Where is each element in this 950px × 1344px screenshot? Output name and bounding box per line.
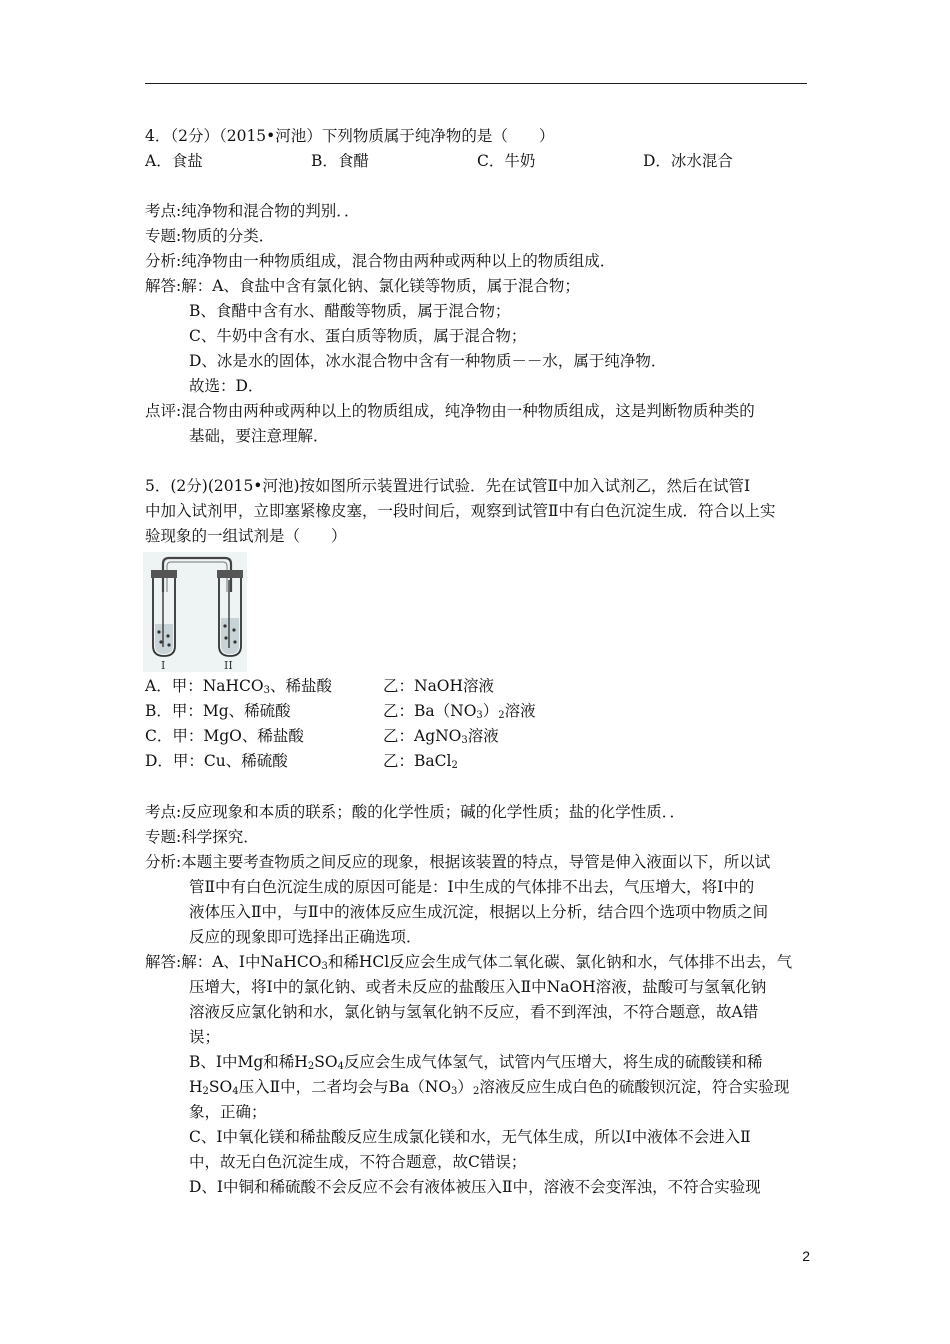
question-5-options (145, 674, 815, 774)
fenxi-label: 分析: (145, 853, 182, 871)
subscript: 4 (232, 1086, 239, 1097)
subscript: 4 (337, 1061, 344, 1072)
option-a-yi: 乙：NaOH溶液 (383, 677, 495, 695)
question-5-stem-line: 验现象的一组试剂是（ ） (145, 527, 347, 545)
option-b-yi-end: 溶液 (504, 702, 536, 720)
subscript: 3 (451, 1086, 458, 1097)
zhuanti-label: 专题: (145, 828, 182, 846)
jieda-text: 溶液反应生成白色的硫酸钡沉淀，符合实验现 (479, 1078, 790, 1096)
answer-4 (145, 199, 815, 449)
option-b (145, 699, 815, 724)
option-d: D．冰水混合 (643, 152, 733, 170)
question-5 (145, 474, 815, 549)
jieda-line (145, 1050, 815, 1075)
zhuanti-row (145, 224, 815, 249)
zhuanti-label: 专题: (145, 227, 182, 245)
subscript: 2 (202, 1086, 209, 1097)
fenxi-row (145, 850, 815, 875)
jieda-line: 故选：D． (189, 377, 264, 395)
kaodian-label: 考点: (145, 202, 182, 220)
jieda-line: C、牛奶中含有水、蛋白质等物质，属于混合物； (189, 327, 527, 345)
jieda-line: 误； (189, 1028, 221, 1046)
jieda-row (145, 274, 815, 299)
kaodian-label: 考点: (145, 803, 182, 821)
kaodian-text: 反应现象和本质的联系；酸的化学性质；碱的化学性质；盐的化学性质．． (181, 803, 685, 821)
subscript: 2 (498, 710, 505, 721)
subscript: 2 (307, 1061, 315, 1072)
option-b-jia: B．甲：Mg、稀硫酸 (145, 702, 291, 720)
jieda-line: 象，正确； (189, 1103, 267, 1121)
jieda-line: C、Ⅰ中氧化镁和稀盐酸反应生成氯化镁和水，无气体生成，所以Ⅰ中液体不会进入Ⅱ (189, 1128, 751, 1146)
jieda-line: 压增大，将Ⅰ中的氯化钠、或者未反应的盐酸压入Ⅱ中NaOH溶液，盐酸可与氢氧化钠 (189, 978, 767, 996)
jieda-text: H (189, 1078, 203, 1096)
option-c-jia: C．甲：MgO、稀盐酸 (145, 727, 304, 745)
jieda-line (145, 1075, 815, 1100)
option-b-yi-tail: ） (482, 702, 499, 720)
option-b: B．食醋 (311, 152, 369, 170)
fenxi-line: 管Ⅱ中有白色沉淀生成的原因可能是：Ⅰ中生成的气体排不出去，气压增大，将Ⅰ中的 (189, 878, 755, 896)
option-a-jia: A．甲：NaHCO (145, 677, 264, 695)
dianping-row (145, 399, 815, 424)
jieda-row (145, 950, 815, 975)
dianping-label: 点评: (145, 402, 182, 420)
page-number: 2 (802, 1248, 810, 1264)
jieda-line: 中，故无白色沉淀生成，不符合题意，故C错误； (189, 1153, 527, 1171)
jieda-label: 解答: (145, 953, 182, 971)
question-5-stem-line: 中加入试剂甲，立即塞紧橡皮塞，一段时间后，观察到试管Ⅱ中有白色沉淀生成．符合以上实 (145, 502, 776, 520)
jieda-line: D、Ⅰ中铜和稀硫酸不会反应不会有液体被压入Ⅱ中，溶液不会变浑浊，不符合实验现 (189, 1178, 761, 1196)
kaodian-row (145, 199, 815, 224)
header-rule (145, 83, 807, 84)
fenxi-row (145, 249, 815, 274)
dianping-line: 基础，要注意理解． (189, 427, 329, 445)
subscript: 3 (321, 961, 328, 972)
jieda-text: 反应会生成气体氢气，试管内气压增大，将生成的硫酸镁和稀 (343, 1053, 763, 1071)
option-c: C．牛奶 (477, 152, 536, 170)
option-d-jia: D．甲：Cu、稀硫酸 (145, 752, 288, 770)
subscript: 3 (461, 735, 468, 746)
jieda-line: 解：A、食盐中含有氯化钠、氯化镁等物质，属于混合物； (181, 277, 580, 295)
tube-label-1: I (161, 659, 166, 672)
option-c-yi: 乙：AgNO (383, 727, 462, 745)
jieda-line: D、冰是水的固体，冰水混合物中含有一种物质－－水，属于纯净物． (189, 352, 667, 370)
option-c (145, 724, 815, 749)
apparatus-figure (143, 552, 247, 672)
dianping-line: 混合物由两种或两种以上的物质组成，纯净物由一种物质组成，这是判断物质种类的 (181, 402, 755, 420)
fenxi-line: 液体压入Ⅱ中，与Ⅱ中的液体反应生成沉淀，根据以上分析，结合四个选项中物质之间 (189, 903, 769, 921)
jieda-text: B、Ⅰ中Mg和稀H (189, 1053, 308, 1071)
option-a: A．食盐 (145, 152, 203, 170)
tube-label-2: II (224, 659, 233, 672)
subscript: 2 (451, 760, 458, 771)
test-tube-apparatus (143, 552, 247, 672)
subscript: 3 (476, 710, 483, 721)
option-d-yi: 乙：BaCl (383, 752, 452, 770)
question-4 (145, 124, 815, 174)
fenxi-label: 分析: (145, 252, 182, 270)
zhuanti-row (145, 825, 815, 850)
option-a (145, 674, 815, 699)
jieda-text: 解：A、Ⅰ中NaHCO (181, 953, 322, 971)
fenxi-line: 本题主要考查物质之间反应的现象，根据该装置的特点，导管是伸入液面以下，所以试 (181, 853, 771, 871)
answer-5 (145, 800, 815, 1200)
jieda-text: ） (457, 1078, 473, 1096)
option-c-yi-end: 溶液 (467, 727, 499, 745)
kaodian-text: 纯净物和混合物的判别．． (181, 202, 360, 220)
fenxi-line: 反应的现象即可选择出正确选项． (189, 928, 422, 946)
jieda-text: 压入Ⅱ中，二者均会与Ba（NO (238, 1078, 452, 1096)
question-5-stem-line: 5．(2分)(2015•河池)按如图所示装置进行试验．先在试管Ⅱ中加入试剂乙，然后在试管Ⅰ (145, 477, 751, 495)
jieda-line: B、食醋中含有水、醋酸等物质，属于混合物； (189, 302, 511, 320)
jieda-text: SO (208, 1078, 233, 1096)
zhuanti-text: 物质的分类． (181, 227, 275, 245)
zhuanti-text: 科学探究． (181, 828, 259, 846)
kaodian-row (145, 800, 815, 825)
jieda-line: 溶液反应氯化钠和水，氯化钠与氢氧化钠不反应，看不到浑浊，不符合题意，故A错 (189, 1003, 759, 1021)
subscript: 3 (263, 685, 270, 696)
question-4-stem: 4．（2分）（2015•河池）下列物质属于纯净物的是（ ） (145, 127, 555, 145)
fenxi-text: 纯净物由一种物质组成，混合物由两种或两种以上的物质组成． (181, 252, 616, 270)
jieda-text: 和稀HCl反应会生成气体二氧化碳、氯化钠和水，气体排不出去，气 (327, 953, 793, 971)
option-d (145, 749, 815, 774)
jieda-text: SO (314, 1053, 338, 1071)
option-a-jia-tail: 、稀盐酸 (269, 677, 332, 695)
subscript: 2 (472, 1086, 480, 1097)
jieda-label: 解答: (145, 277, 182, 295)
option-b-yi: 乙：Ba（NO (383, 702, 477, 720)
question-4-options (145, 149, 815, 174)
